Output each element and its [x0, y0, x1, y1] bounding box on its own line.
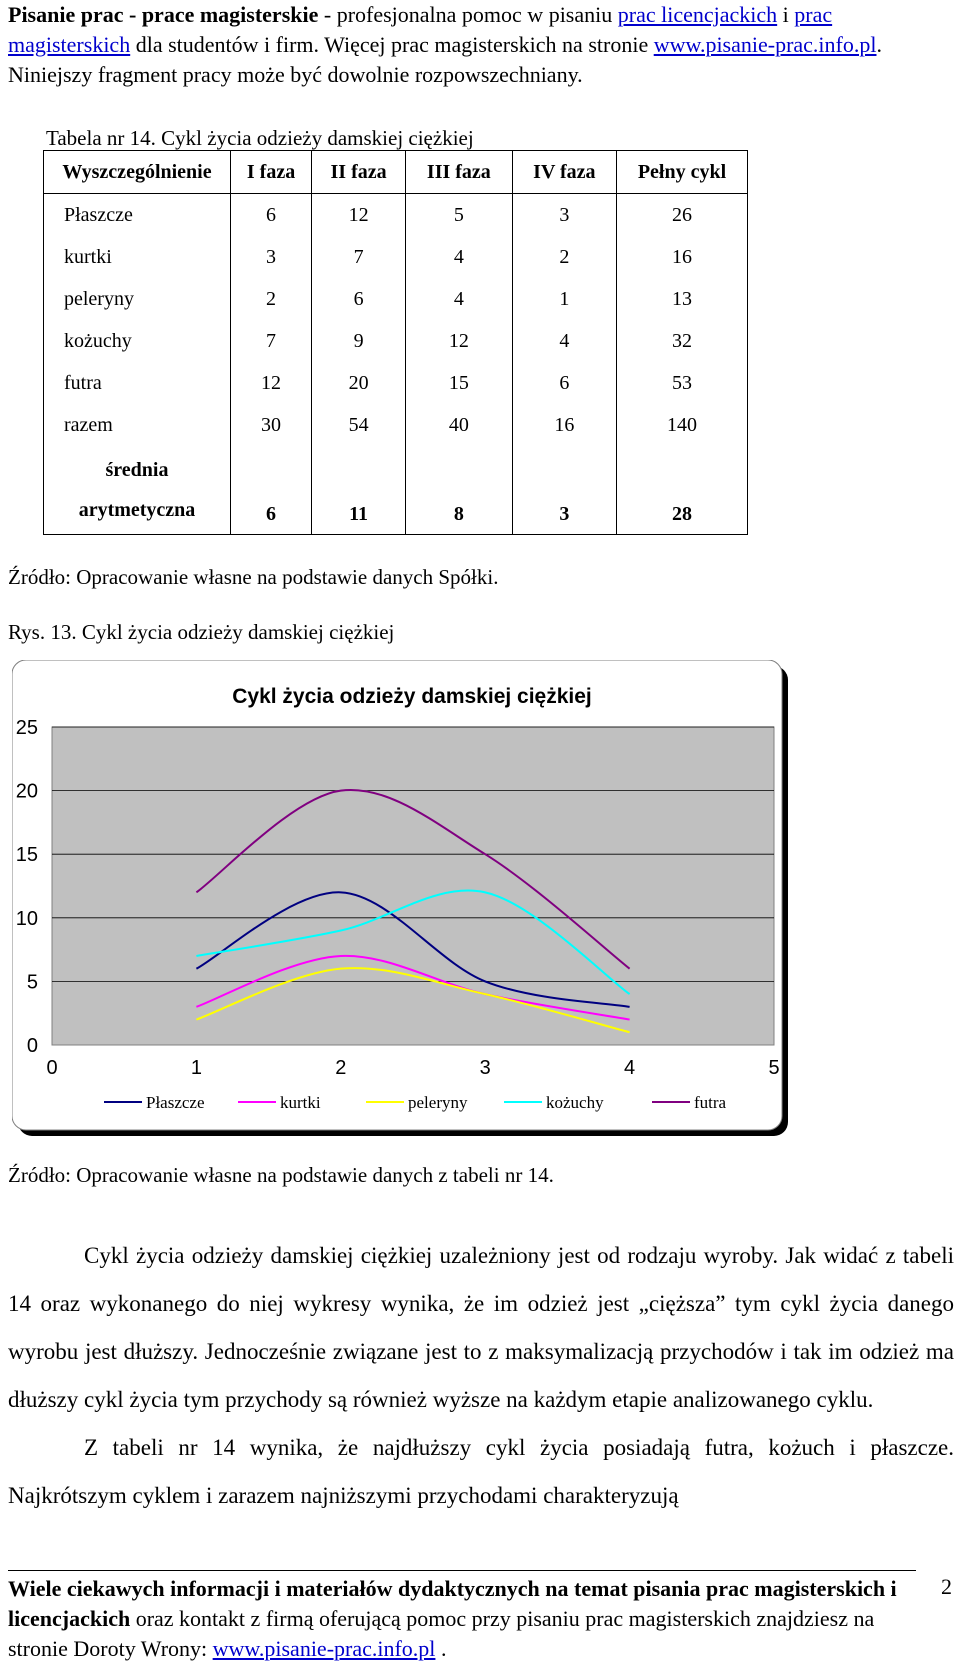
- cell: 4: [406, 236, 513, 278]
- table-row: [44, 278, 748, 320]
- cell: 13: [617, 278, 748, 320]
- cell: 12: [406, 320, 513, 362]
- footer-divider: [8, 1570, 916, 1571]
- footer-text-1: oraz kontakt z firmą oferującą pomoc przy pisaniu prac magisterskich znajdziesz na stronie Doroty Wrony:: [8, 1606, 875, 1661]
- x-tick-label: 4: [624, 1057, 636, 1079]
- y-tick-label: 5: [26, 971, 38, 994]
- y-tick-label: 10: [15, 907, 38, 930]
- cell: 4: [512, 320, 616, 362]
- cell: 54: [312, 404, 406, 446]
- col-header: I faza: [231, 151, 312, 194]
- table-row-average: [44, 446, 748, 535]
- cell: 3: [512, 446, 616, 535]
- cell: 20: [312, 362, 406, 404]
- x-tick-label: 0: [46, 1057, 58, 1079]
- legend-label: peleryny: [408, 1093, 468, 1112]
- header-text-1: - profesjonalna pomoc w pisaniu: [318, 2, 618, 27]
- cell: 12: [312, 194, 406, 237]
- chart-source: Źródło: Opracowanie własne na podstawie danych z tabeli nr 14.: [8, 1163, 554, 1187]
- table-header-row: [44, 151, 748, 194]
- y-tick-label: 15: [15, 844, 38, 867]
- row-label: [44, 446, 231, 535]
- table-caption: Tabela nr 14. Cykl życia odzieży damskiej ciężkiej: [46, 126, 474, 150]
- x-tick-label: 1: [190, 1057, 202, 1079]
- header-site-title: Pisanie prac - prace magisterskie: [8, 2, 319, 27]
- y-tick-label: 0: [26, 1035, 38, 1057]
- paragraph: Z tabeli nr 14 wynika, że najdłuższy cykl życia posiadają futra, kożuch i płaszcze. Najkrótszym cyklem i zarazem najniższymi przychodami charakteryzują: [8, 1435, 954, 1508]
- cell: 32: [617, 320, 748, 362]
- row-label: kożuchy: [44, 320, 231, 362]
- paragraph: Cykl życia odzieży damskiej ciężkiej uzależniony jest od rodzaju wyroby. Jak widać z tabeli 14 oraz wykonanego do niej wykresy wynika, że im odzież jest „cięższa” tym cykl życia danego wyrobu jest dłuższy. Jednocześnie związane jest to z maksymalizacją przychodów i tak im odzież ma dłuższy cykl życia tym przychody są również wyższe na każdym etapie analizowanego cyklu.: [8, 1243, 954, 1412]
- cell: 6: [231, 194, 312, 237]
- cell: 2: [231, 278, 312, 320]
- cell: 3: [512, 194, 616, 237]
- y-tick-label: 20: [15, 780, 38, 803]
- cell: 12: [231, 362, 312, 404]
- body-text: [8, 1232, 954, 1520]
- legend-label: kurtki: [280, 1093, 321, 1112]
- cell: 9: [312, 320, 406, 362]
- link-prac-magisterskich[interactable]: prac magisterskich: [8, 2, 833, 57]
- page-footer: [8, 1574, 908, 1664]
- link-website[interactable]: www.pisanie-prac.info.pl: [653, 32, 877, 57]
- row-label: razem: [44, 404, 231, 446]
- row-label-line-1: średnia: [105, 459, 169, 481]
- legend-label: Płaszcze: [146, 1093, 205, 1112]
- cell: 7: [312, 236, 406, 278]
- figure-caption: Rys. 13. Cykl życia odzieży damskiej ciężkiej: [8, 620, 395, 644]
- cell: 11: [312, 446, 406, 535]
- row-label: kurtki: [44, 236, 231, 278]
- y-tick-label: 25: [15, 717, 38, 739]
- cell: 6: [312, 278, 406, 320]
- cell: 30: [231, 404, 312, 446]
- cell: 16: [512, 404, 616, 446]
- cell: 3: [231, 236, 312, 278]
- row-label: Płaszcze: [44, 194, 231, 237]
- cell: 1: [512, 278, 616, 320]
- footer-link-website[interactable]: www.pisanie-prac.info.pl: [212, 1636, 436, 1661]
- col-header: Pełny cykl: [617, 151, 748, 194]
- legend-label: kożuchy: [546, 1093, 604, 1112]
- cell: 15: [406, 362, 513, 404]
- col-header: Wyszczególnienie: [44, 151, 231, 194]
- table-row: [44, 404, 748, 446]
- col-header: IV faza: [512, 151, 616, 194]
- table-row: [44, 236, 748, 278]
- col-header: II faza: [312, 151, 406, 194]
- header-text-4: . Niniejszy fragment pracy może być dowolnie rozpowszechniany.: [8, 32, 882, 87]
- cell: 5: [406, 194, 513, 237]
- row-label-line-2: arytmetyczna: [78, 499, 196, 521]
- cell: 6: [231, 446, 312, 535]
- cell: 53: [617, 362, 748, 404]
- plot-area: [52, 727, 774, 1045]
- page-number: 2: [941, 1574, 952, 1599]
- page-header: [8, 0, 948, 90]
- cell: 26: [617, 194, 748, 237]
- x-tick-label: 3: [479, 1057, 491, 1079]
- footer-bold-text: Wiele ciekawych informacji i materiałów dydaktycznych na temat pisania prac magisterskich i licencjackich: [8, 1576, 897, 1631]
- link-prac-licencjackich[interactable]: prac licencjackich: [617, 2, 778, 27]
- table-source: Źródło: Opracowanie własne na podstawie danych Spółki.: [8, 565, 499, 589]
- x-tick-label: 2: [335, 1057, 347, 1079]
- chart-title: Cykl życia odzieży damskiej ciężkiej: [232, 685, 592, 708]
- col-header: III faza: [406, 151, 513, 194]
- x-tick-label: 5: [768, 1057, 780, 1079]
- cell: 28: [617, 446, 748, 535]
- row-label: futra: [44, 362, 231, 404]
- header-text-2: i: [777, 2, 795, 27]
- table-row: [44, 320, 748, 362]
- line-chart: [12, 660, 792, 1140]
- cell: 2: [512, 236, 616, 278]
- table-row: [44, 194, 748, 237]
- chart-container: [12, 660, 792, 1140]
- cell: 4: [406, 278, 513, 320]
- header-text-3: dla studentów i firm. Więcej prac magisterskich na stronie: [130, 32, 654, 57]
- cell: 16: [617, 236, 748, 278]
- cell: 7: [231, 320, 312, 362]
- lifecycle-table: [43, 150, 748, 535]
- footer-text-2: .: [435, 1636, 447, 1661]
- cell: 40: [406, 404, 513, 446]
- cell: 6: [512, 362, 616, 404]
- table-row: [44, 362, 748, 404]
- row-label: peleryny: [44, 278, 231, 320]
- legend-label: futra: [694, 1093, 727, 1112]
- cell: 140: [617, 404, 748, 446]
- cell: 8: [406, 446, 513, 535]
